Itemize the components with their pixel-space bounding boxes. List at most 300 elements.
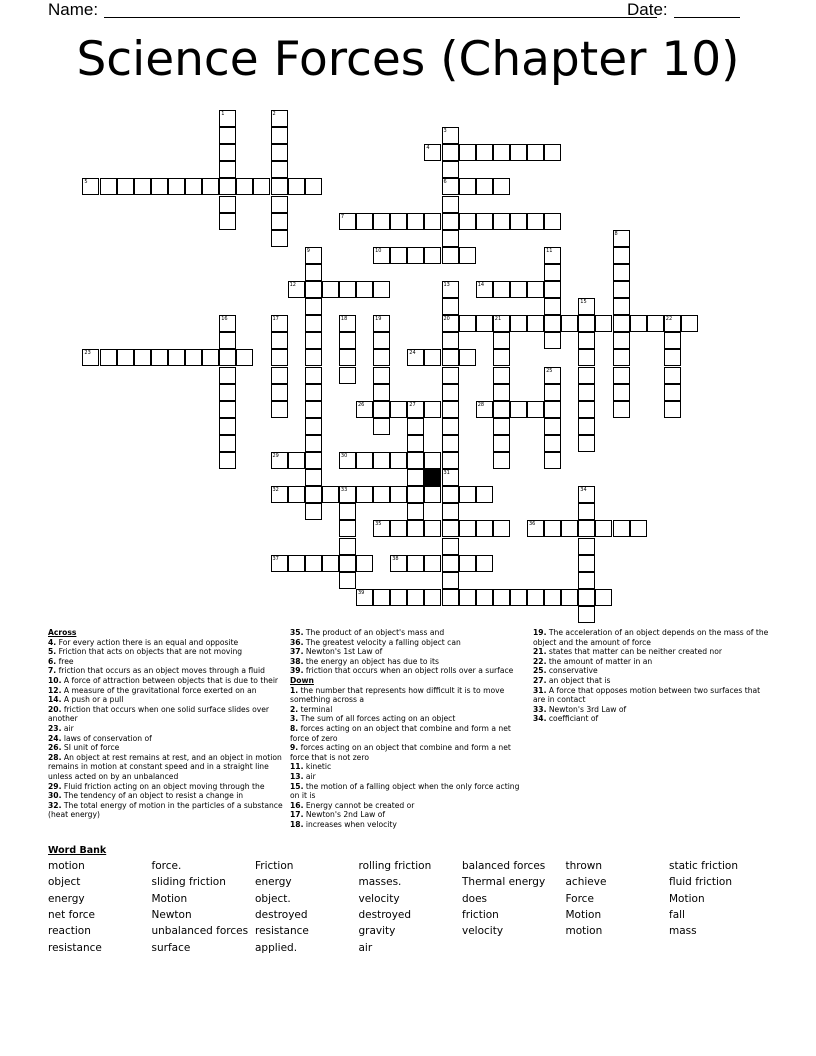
grid-cell[interactable] bbox=[442, 452, 459, 469]
grid-cell[interactable] bbox=[442, 384, 459, 401]
grid-cell[interactable] bbox=[442, 127, 459, 144]
grid-cell[interactable] bbox=[442, 161, 459, 178]
grid-cell[interactable] bbox=[442, 418, 459, 435]
grid-cell[interactable] bbox=[510, 144, 527, 161]
grid-cell[interactable] bbox=[595, 520, 612, 537]
grid-cell[interactable] bbox=[544, 589, 561, 606]
grid-cell[interactable] bbox=[271, 213, 288, 230]
grid-cell[interactable] bbox=[442, 367, 459, 384]
grid-cell[interactable] bbox=[544, 315, 561, 332]
grid-cell[interactable] bbox=[356, 452, 373, 469]
grid-cell[interactable] bbox=[442, 213, 459, 230]
grid-cell[interactable] bbox=[271, 555, 288, 572]
grid-cell[interactable] bbox=[493, 589, 510, 606]
grid-cell[interactable] bbox=[339, 367, 356, 384]
grid-cell[interactable] bbox=[510, 401, 527, 418]
grid-cell[interactable] bbox=[459, 144, 476, 161]
grid-cell[interactable] bbox=[493, 418, 510, 435]
grid-cell[interactable] bbox=[595, 589, 612, 606]
grid-cell[interactable] bbox=[493, 144, 510, 161]
grid-cell[interactable] bbox=[288, 178, 305, 195]
grid-cell[interactable] bbox=[288, 486, 305, 503]
grid-cell[interactable] bbox=[630, 520, 647, 537]
grid-cell[interactable] bbox=[305, 315, 322, 332]
grid-cell[interactable] bbox=[219, 161, 236, 178]
grid-cell[interactable] bbox=[442, 332, 459, 349]
grid-cell[interactable] bbox=[305, 452, 322, 469]
grid-cell[interactable] bbox=[407, 349, 424, 366]
grid-cell[interactable] bbox=[544, 401, 561, 418]
grid-cell[interactable] bbox=[476, 144, 493, 161]
grid-cell[interactable] bbox=[407, 418, 424, 435]
grid-cell[interactable] bbox=[442, 538, 459, 555]
grid-cell[interactable] bbox=[373, 452, 390, 469]
grid-cell[interactable] bbox=[544, 247, 561, 264]
grid-cell[interactable] bbox=[339, 281, 356, 298]
grid-cell[interactable] bbox=[493, 349, 510, 366]
grid-cell[interactable] bbox=[202, 178, 219, 195]
grid-cell[interactable] bbox=[219, 418, 236, 435]
grid-cell[interactable] bbox=[356, 281, 373, 298]
grid-cell[interactable] bbox=[493, 281, 510, 298]
word-bank-word: fall bbox=[669, 908, 685, 921]
grid-cell[interactable] bbox=[493, 452, 510, 469]
grid-cell[interactable] bbox=[219, 144, 236, 161]
grid-cell[interactable] bbox=[373, 589, 390, 606]
grid-cell[interactable] bbox=[578, 606, 595, 623]
grid-cell[interactable] bbox=[493, 435, 510, 452]
grid-cell[interactable] bbox=[459, 486, 476, 503]
grid-cell[interactable] bbox=[339, 555, 356, 572]
grid-cell[interactable] bbox=[305, 384, 322, 401]
grid-cell[interactable] bbox=[117, 349, 134, 366]
grid-cell[interactable] bbox=[407, 401, 424, 418]
grid-cell[interactable] bbox=[578, 589, 595, 606]
grid-cell[interactable] bbox=[219, 178, 236, 195]
grid-cell[interactable] bbox=[219, 367, 236, 384]
grid-cell[interactable] bbox=[117, 178, 134, 195]
grid-cell[interactable] bbox=[442, 196, 459, 213]
grid-cell[interactable] bbox=[236, 178, 253, 195]
clue-number-label: 34. bbox=[533, 714, 547, 724]
clue-number-label: 35. bbox=[290, 628, 304, 637]
grid-cell[interactable] bbox=[373, 213, 390, 230]
grid-cell[interactable] bbox=[219, 196, 236, 213]
grid-cell[interactable] bbox=[578, 572, 595, 589]
grid-cell[interactable] bbox=[373, 418, 390, 435]
grid-cell[interactable] bbox=[305, 349, 322, 366]
grid-cell[interactable] bbox=[493, 367, 510, 384]
grid-cell[interactable] bbox=[476, 486, 493, 503]
grid-cell[interactable] bbox=[544, 298, 561, 315]
grid-cell[interactable] bbox=[271, 401, 288, 418]
grid-cell[interactable] bbox=[356, 213, 373, 230]
grid-cell[interactable] bbox=[390, 486, 407, 503]
word-bank-word: thrown bbox=[565, 860, 603, 872]
grid-cell[interactable] bbox=[578, 538, 595, 555]
grid-cell[interactable] bbox=[202, 349, 219, 366]
grid-cell[interactable] bbox=[510, 281, 527, 298]
grid-cell[interactable] bbox=[271, 349, 288, 366]
grid-cell[interactable] bbox=[544, 332, 561, 349]
grid-cell[interactable] bbox=[339, 572, 356, 589]
grid-cell[interactable] bbox=[424, 213, 441, 230]
grid-cell[interactable] bbox=[356, 589, 373, 606]
grid-cell[interactable] bbox=[476, 401, 493, 418]
grid-cell[interactable] bbox=[339, 213, 356, 230]
grid-cell[interactable] bbox=[476, 520, 493, 537]
grid-cell[interactable] bbox=[407, 247, 424, 264]
grid-cell[interactable] bbox=[578, 435, 595, 452]
grid-cell[interactable] bbox=[578, 486, 595, 503]
grid-cell[interactable] bbox=[442, 520, 459, 537]
grid-cell[interactable] bbox=[424, 401, 441, 418]
grid-cell[interactable] bbox=[424, 349, 441, 366]
grid-cell[interactable] bbox=[424, 589, 441, 606]
grid-cell[interactable] bbox=[339, 520, 356, 537]
grid-cell[interactable] bbox=[442, 315, 459, 332]
grid-cell[interactable] bbox=[219, 401, 236, 418]
grid-cell[interactable] bbox=[613, 298, 630, 315]
grid-cell[interactable] bbox=[613, 349, 630, 366]
grid-cell[interactable] bbox=[373, 367, 390, 384]
grid-cell[interactable] bbox=[305, 401, 322, 418]
grid-cell[interactable] bbox=[493, 401, 510, 418]
grid-cell[interactable] bbox=[578, 384, 595, 401]
grid-cell[interactable] bbox=[373, 486, 390, 503]
grid-cell[interactable] bbox=[271, 196, 288, 213]
grid-cell[interactable] bbox=[373, 332, 390, 349]
grid-cell[interactable] bbox=[476, 178, 493, 195]
grid-cell[interactable] bbox=[459, 555, 476, 572]
grid-cell[interactable] bbox=[664, 384, 681, 401]
grid-cell[interactable] bbox=[151, 178, 168, 195]
grid-cell[interactable] bbox=[390, 213, 407, 230]
grid-cell[interactable] bbox=[305, 264, 322, 281]
clue-item bbox=[290, 666, 530, 676]
grid-cell[interactable] bbox=[510, 315, 527, 332]
grid-cell[interactable] bbox=[459, 349, 476, 366]
grid-cell[interactable] bbox=[305, 435, 322, 452]
grid-cell[interactable] bbox=[527, 520, 544, 537]
grid-cell[interactable] bbox=[236, 349, 253, 366]
grid-cell[interactable] bbox=[373, 401, 390, 418]
grid-cell[interactable] bbox=[561, 315, 578, 332]
grid-cell[interactable] bbox=[339, 315, 356, 332]
grid-cell[interactable] bbox=[442, 589, 459, 606]
grid-cell[interactable] bbox=[288, 281, 305, 298]
grid-cell[interactable] bbox=[578, 332, 595, 349]
grid-cell[interactable] bbox=[271, 452, 288, 469]
clue-text: Fluid friction acting on an object moving through the bbox=[63, 781, 265, 791]
grid-cell[interactable] bbox=[664, 332, 681, 349]
grid-cell[interactable] bbox=[219, 384, 236, 401]
grid-cell[interactable] bbox=[613, 315, 630, 332]
grid-cell[interactable] bbox=[219, 110, 236, 127]
grid-cell[interactable] bbox=[459, 213, 476, 230]
grid-cell[interactable] bbox=[305, 503, 322, 520]
grid-cell[interactable] bbox=[271, 384, 288, 401]
grid-cell[interactable] bbox=[442, 298, 459, 315]
grid-cell[interactable] bbox=[442, 230, 459, 247]
grid-cell[interactable] bbox=[305, 469, 322, 486]
grid-cell[interactable] bbox=[544, 281, 561, 298]
grid-cell[interactable] bbox=[373, 384, 390, 401]
grid-cell[interactable] bbox=[407, 213, 424, 230]
grid-cell[interactable] bbox=[134, 349, 151, 366]
grid-cell[interactable] bbox=[271, 110, 288, 127]
grid-cell[interactable] bbox=[664, 349, 681, 366]
grid-cell[interactable] bbox=[390, 247, 407, 264]
grid-cell[interactable] bbox=[442, 503, 459, 520]
grid-cell[interactable] bbox=[442, 555, 459, 572]
grid-cell[interactable] bbox=[578, 298, 595, 315]
grid-cell[interactable] bbox=[442, 349, 459, 366]
grid-cell[interactable] bbox=[544, 452, 561, 469]
grid-cell[interactable] bbox=[390, 555, 407, 572]
grid-cell[interactable] bbox=[578, 401, 595, 418]
grid-cell[interactable] bbox=[253, 178, 270, 195]
grid-cell[interactable] bbox=[271, 161, 288, 178]
grid-cell[interactable] bbox=[322, 281, 339, 298]
grid-cell[interactable] bbox=[493, 384, 510, 401]
grid-cell[interactable] bbox=[613, 247, 630, 264]
grid-cell[interactable] bbox=[100, 178, 117, 195]
grid-cell[interactable] bbox=[82, 178, 99, 195]
grid-cell[interactable] bbox=[578, 503, 595, 520]
grid-cell[interactable] bbox=[544, 213, 561, 230]
grid-cell[interactable] bbox=[613, 401, 630, 418]
grid-cell[interactable] bbox=[271, 144, 288, 161]
grid-cell[interactable] bbox=[407, 486, 424, 503]
grid-cell[interactable] bbox=[271, 486, 288, 503]
grid-cell[interactable] bbox=[219, 213, 236, 230]
grid-cell[interactable] bbox=[424, 452, 441, 469]
grid-cell[interactable] bbox=[442, 435, 459, 452]
grid-cell[interactable] bbox=[527, 401, 544, 418]
grid-cell[interactable] bbox=[373, 349, 390, 366]
grid-cell[interactable] bbox=[82, 349, 99, 366]
grid-cell[interactable] bbox=[561, 589, 578, 606]
grid-cell[interactable] bbox=[459, 178, 476, 195]
clue-number-label: 11. bbox=[290, 762, 304, 772]
grid-cell[interactable] bbox=[442, 247, 459, 264]
grid-cell[interactable] bbox=[219, 349, 236, 366]
grid-cell[interactable] bbox=[664, 401, 681, 418]
clue-text: kinetic bbox=[305, 762, 332, 772]
grid-cell[interactable] bbox=[339, 349, 356, 366]
grid-cell[interactable] bbox=[578, 367, 595, 384]
grid-cell[interactable] bbox=[407, 555, 424, 572]
grid-cell[interactable] bbox=[442, 178, 459, 195]
grid-cell[interactable] bbox=[407, 435, 424, 452]
grid-cell[interactable] bbox=[305, 247, 322, 264]
grid-cell[interactable] bbox=[613, 384, 630, 401]
grid-cell[interactable] bbox=[442, 401, 459, 418]
grid-cell[interactable] bbox=[630, 315, 647, 332]
grid-cell[interactable] bbox=[288, 452, 305, 469]
grid-cell[interactable] bbox=[544, 520, 561, 537]
grid-cell[interactable] bbox=[339, 538, 356, 555]
grid-cell[interactable] bbox=[424, 520, 441, 537]
grid-cell[interactable] bbox=[424, 486, 441, 503]
grid-cell[interactable] bbox=[476, 281, 493, 298]
grid-cell[interactable] bbox=[322, 486, 339, 503]
grid-cell[interactable] bbox=[305, 281, 322, 298]
grid-cell[interactable] bbox=[544, 435, 561, 452]
grid-cell[interactable] bbox=[527, 213, 544, 230]
grid-cell[interactable] bbox=[527, 281, 544, 298]
grid-cell[interactable] bbox=[305, 178, 322, 195]
grid-cell[interactable] bbox=[407, 503, 424, 520]
grid-cell[interactable] bbox=[305, 418, 322, 435]
grid-cell[interactable] bbox=[151, 349, 168, 366]
grid-cell[interactable] bbox=[219, 127, 236, 144]
grid-cell[interactable] bbox=[613, 520, 630, 537]
grid-cell[interactable] bbox=[459, 315, 476, 332]
grid-cell[interactable] bbox=[219, 435, 236, 452]
grid-cell[interactable] bbox=[578, 555, 595, 572]
grid-cell[interactable] bbox=[476, 213, 493, 230]
grid-cell[interactable] bbox=[442, 486, 459, 503]
grid-cell[interactable] bbox=[493, 332, 510, 349]
grid-cell[interactable] bbox=[493, 520, 510, 537]
grid-cell[interactable] bbox=[424, 555, 441, 572]
grid-cell[interactable] bbox=[219, 452, 236, 469]
grid-cell[interactable] bbox=[613, 367, 630, 384]
grid-cell[interactable] bbox=[100, 349, 117, 366]
grid-cell[interactable] bbox=[373, 315, 390, 332]
grid-cell[interactable] bbox=[544, 264, 561, 281]
clue-item bbox=[290, 724, 530, 743]
grid-cell[interactable] bbox=[476, 589, 493, 606]
grid-cell[interactable] bbox=[476, 315, 493, 332]
grid-cell[interactable] bbox=[578, 520, 595, 537]
grid-cell[interactable] bbox=[185, 349, 202, 366]
grid-cell[interactable] bbox=[271, 230, 288, 247]
grid-cell[interactable] bbox=[356, 555, 373, 572]
grid-cell[interactable] bbox=[373, 520, 390, 537]
grid-cell[interactable] bbox=[510, 589, 527, 606]
grid-cell[interactable] bbox=[168, 349, 185, 366]
grid-cell[interactable] bbox=[578, 349, 595, 366]
grid-cell[interactable] bbox=[613, 332, 630, 349]
grid-cell[interactable] bbox=[493, 178, 510, 195]
grid-cell[interactable] bbox=[613, 230, 630, 247]
grid-cell[interactable] bbox=[271, 367, 288, 384]
grid-cell[interactable] bbox=[168, 178, 185, 195]
clue-number: 14 bbox=[477, 282, 485, 288]
grid-cell[interactable] bbox=[339, 486, 356, 503]
grid-cell[interactable] bbox=[544, 384, 561, 401]
grid-cell[interactable] bbox=[339, 452, 356, 469]
grid-cell[interactable] bbox=[305, 555, 322, 572]
grid-cell[interactable] bbox=[459, 589, 476, 606]
clue-number: 16 bbox=[221, 316, 228, 323]
clue-text: increases when velocity bbox=[305, 819, 397, 829]
grid-cell[interactable] bbox=[544, 367, 561, 384]
grid-cell[interactable] bbox=[424, 247, 441, 264]
grid-cell[interactable] bbox=[493, 213, 510, 230]
clue-item bbox=[290, 810, 530, 820]
grid-cell[interactable] bbox=[527, 144, 544, 161]
grid-cell[interactable] bbox=[322, 555, 339, 572]
grid-cell[interactable] bbox=[373, 247, 390, 264]
clue-text: conservative bbox=[548, 666, 598, 676]
grid-cell[interactable] bbox=[356, 401, 373, 418]
grid-cell[interactable] bbox=[647, 315, 664, 332]
clue-text: The tendency of an object to resist a change in bbox=[63, 791, 244, 801]
grid-cell[interactable] bbox=[613, 264, 630, 281]
grid-cell[interactable] bbox=[442, 281, 459, 298]
grid-cell[interactable] bbox=[407, 452, 424, 469]
grid-cell[interactable] bbox=[442, 144, 459, 161]
grid-cell[interactable] bbox=[459, 520, 476, 537]
clue-number: 36 bbox=[529, 521, 536, 528]
grid-cell[interactable] bbox=[578, 418, 595, 435]
grid-cell[interactable] bbox=[390, 401, 407, 418]
grid-cell[interactable] bbox=[271, 127, 288, 144]
grid-cell[interactable] bbox=[510, 213, 527, 230]
grid-cell[interactable] bbox=[613, 281, 630, 298]
grid-cell[interactable] bbox=[493, 315, 510, 332]
clue-number-label: 4. bbox=[48, 637, 57, 647]
grid-cell[interactable] bbox=[305, 332, 322, 349]
grid-cell[interactable] bbox=[219, 315, 236, 332]
grid-cell[interactable] bbox=[578, 315, 595, 332]
grid-cell[interactable] bbox=[442, 572, 459, 589]
grid-cell[interactable] bbox=[390, 589, 407, 606]
grid-cell[interactable] bbox=[527, 589, 544, 606]
grid-cell[interactable] bbox=[544, 144, 561, 161]
grid-cell[interactable] bbox=[271, 332, 288, 349]
grid-cell[interactable] bbox=[339, 503, 356, 520]
grid-cell[interactable] bbox=[339, 332, 356, 349]
grid-cell[interactable] bbox=[407, 520, 424, 537]
grid-cell[interactable] bbox=[288, 555, 305, 572]
grid-cell[interactable] bbox=[185, 178, 202, 195]
clue-number: 13 bbox=[443, 282, 450, 288]
grid-cell[interactable] bbox=[544, 418, 561, 435]
grid-cell[interactable] bbox=[407, 469, 424, 486]
grid-cell[interactable] bbox=[527, 315, 544, 332]
clue-number: 3 bbox=[443, 128, 447, 135]
grid-cell[interactable] bbox=[390, 520, 407, 537]
grid-cell[interactable] bbox=[459, 247, 476, 264]
grid-cell[interactable] bbox=[595, 315, 612, 332]
grid-cell[interactable] bbox=[305, 367, 322, 384]
grid-cell[interactable] bbox=[407, 589, 424, 606]
grid-cell[interactable] bbox=[373, 281, 390, 298]
grid-cell[interactable] bbox=[664, 367, 681, 384]
grid-cell[interactable] bbox=[305, 298, 322, 315]
grid-cell[interactable] bbox=[219, 332, 236, 349]
grid-cell[interactable] bbox=[390, 452, 407, 469]
grid-cell[interactable] bbox=[681, 315, 698, 332]
grid-cell[interactable] bbox=[561, 520, 578, 537]
grid-cell[interactable] bbox=[271, 315, 288, 332]
clue-number: 10 bbox=[375, 247, 382, 254]
grid-cell[interactable] bbox=[442, 469, 459, 486]
clue-text: A measure of the gravitational force exerted on an bbox=[63, 685, 257, 695]
grid-cell[interactable] bbox=[664, 315, 681, 332]
grid-cell[interactable] bbox=[305, 486, 322, 503]
grid-cell[interactable] bbox=[271, 178, 288, 195]
grid-cell[interactable] bbox=[476, 555, 493, 572]
grid-cell[interactable] bbox=[424, 144, 441, 161]
grid-cell[interactable] bbox=[134, 178, 151, 195]
grid-cell[interactable] bbox=[356, 486, 373, 503]
